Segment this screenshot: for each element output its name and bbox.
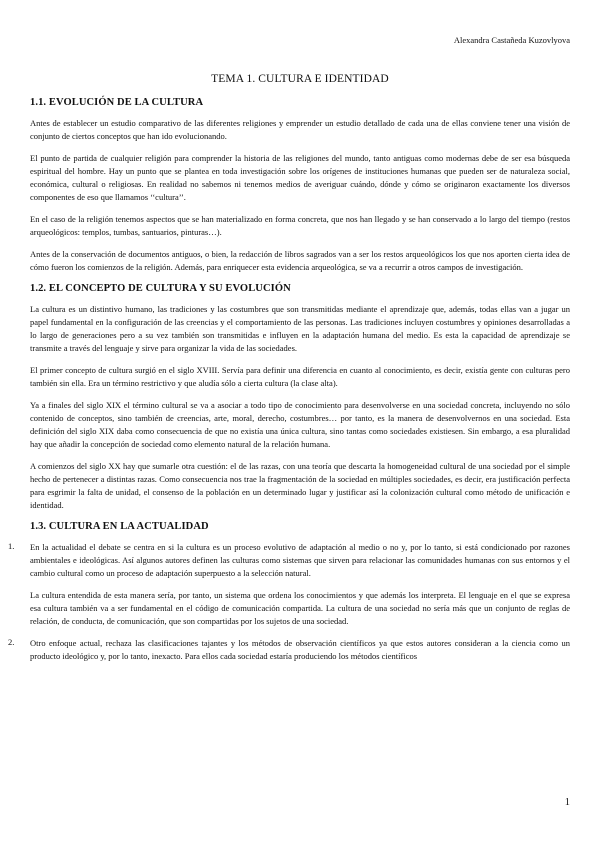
- numbered-item: [8, 541, 570, 628]
- section-heading: 1.3. CULTURA EN LA ACTUALIDAD: [30, 521, 209, 532]
- page-number: 1: [564, 797, 570, 808]
- paragraph: Antes de establecer un estudio comparativo de las diferentes religiones y emprender un estudio detallado de cada una de ellas conviene tener una visión de conjunto de ciertos conceptos que han ido evolucionando.: [30, 118, 570, 141]
- item-number: 1.: [8, 541, 15, 551]
- paragraph: Otro enfoque actual, rechaza las clasificaciones tajantes y los métodos de observación científicos ya que estos autores consideran a la ciencia como un producto ideológico y, por lo tanto, inexacto. Para ellos cada sociedad estaría produciendo los métodos científicos: [30, 638, 570, 661]
- paragraph: La cultura es un distintivo humano, las tradiciones y las costumbres que son transmitidas mediante el aprendizaje que, además, todas ellas van a jugar un papel fundamental en la configuración de las creencias y el comportamiento de las personas. Las tradiciones incluyen costumbres y opiniones desarrolladas a lo largo de generaciones pero a su vez también son transmitidas e influyen en la adaptación humana del medio. Es esta la capacidad de aprendizaje se transmite a través del lenguaje y sirve para organizar la vida de las sociedades.: [30, 304, 570, 353]
- paragraph: El primer concepto de cultura surgió en el siglo XVIII. Servía para definir una diferencia en cuanto al conocimiento, es decir, existía gente con culturas pero también sin ella. Era un término restrictivo y que aludía sólo a cierta cultura (la clase alta).: [30, 365, 570, 388]
- item-number: 2.: [8, 637, 15, 647]
- paragraph: Ya a finales del siglo XIX el término cultural se va a asociar a todo tipo de conocimiento para desenvolverse en una sociedad concreta, incluyendo no sólo contenido de conceptos, sino también de creencias, arte, moral, derecho, costumbres… por tanto, es la manera de desenvolvernos en una sociedad. Esta definición del siglo XIX daba como consecuencia de que no existía una única cultura, sino tantas como sociedades existiesen. Sin embargo, a esa pluralidad hay que añadir la concepción de sociedad como elemento natural de la relación humana.: [30, 400, 570, 449]
- section-heading: 1.2. EL CONCEPTO DE CULTURA Y SU EVOLUCIÓN: [30, 283, 291, 294]
- paragraph: A comienzos del siglo XX hay que sumarle otra cuestión: el de las razas, con una teoría que descarta la homogeneidad cultural de una sociedad por el simple hecho de pertenecer a distintas razas. Como consecuencia nos trae la fragmentación de la sociedad en múltiples sociedades, es decir, era justificación perfecta para esgrimir la falta de unidad, el consenso de la población en un determinado lugar y justificar así la colonización cultural como método de unificación e identidad.: [30, 461, 570, 510]
- paragraph: En la actualidad el debate se centra en si la cultura es un proceso evolutivo de adaptación al medio o no y, por lo tanto, si está condicionado por razones ambientales e ideológicas. Así algunos autores definen las culturas como sistemas que sirven para relacionar las comunidades humanas con sus entornos y el cambio cultural como un proceso de adaptación superpuesto a la selección natural.: [30, 542, 570, 578]
- section-actualidad: [8, 521, 570, 663]
- paragraph: Antes de la conservación de documentos antiguos, o bien, la redacción de libros sagrados van a ser los restos arqueológicos los que nos aporten cierta idea de cómo fueron los comienzos de la religión. Además, para enriquecer esta evidencia arqueológica, se va a recurrir a otros campos de investigación.: [30, 249, 570, 272]
- paragraph: El punto de partida de cualquier religión para comprender la historia de las religiones del mundo, tanto antiguas como modernas debe de ser esa búsqueda espiritual del hombre. Hay un punto que se plantea en toda investigación sobre los orígenes de instituciones humanas que pueden ser de naturaleza social, económica, cultural o religiosas. En realidad no sabemos ni tenemos medios de averiguar cuándo, dónde y cómo se originaron exactamente los diversos componentes de eso que llamamos ‘‘cultura’’.: [30, 153, 570, 202]
- section-evolucion: [30, 97, 570, 274]
- header-author: Alexandra Castañeda Kuzovlyova: [453, 35, 570, 45]
- section-concepto: [30, 283, 570, 512]
- paragraph: La cultura entendida de esta manera sería, por tanto, un sistema que ordena los conocimientos y que además los interpreta. El lenguaje en el que se expresa esa cultura también va a ser fundamental en el código de comunicación compartida. La cultura de una sociedad no sería más que un conjunto de reglas de relación, de conducta, de comunicación, que son compartidas por los sujetos de una sociedad.: [30, 590, 570, 626]
- document-body: [8, 97, 570, 672]
- document-title: TEMA 1. CULTURA E IDENTIDAD: [211, 73, 389, 85]
- paragraph: En el caso de la religión tenemos aspectos que se han materializado en forma concreta, que nos han llegado y se han conservado a lo largo del tiempo (restos arqueológicos: templos, tumbas, santuarios, pinturas…).: [30, 214, 570, 237]
- section-heading: 1.1. EVOLUCIÓN DE LA CULTURA: [30, 97, 204, 108]
- numbered-item: [8, 637, 570, 663]
